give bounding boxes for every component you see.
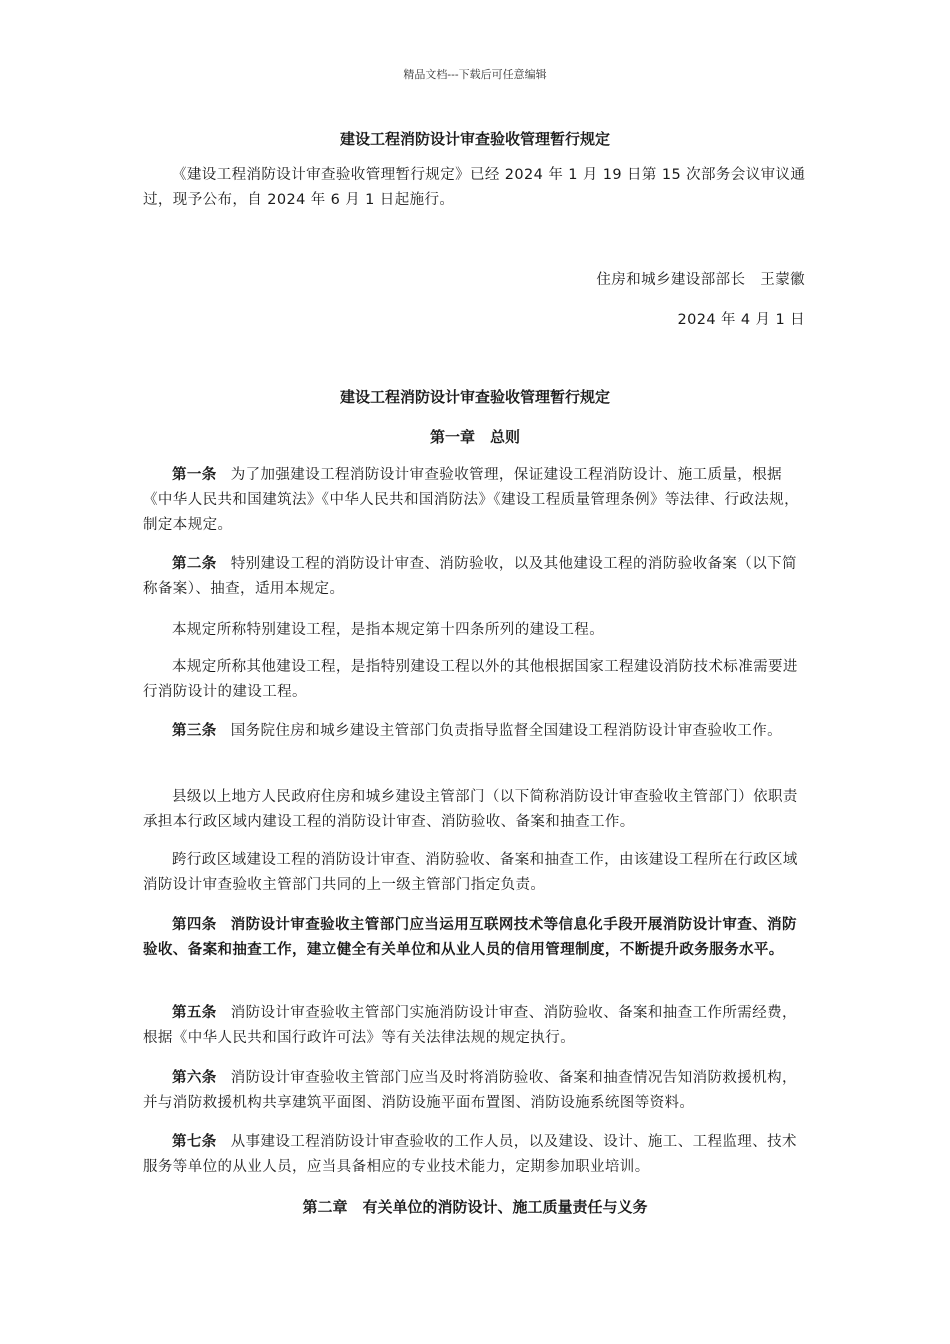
article-3 — [143, 719, 811, 744]
article-7 — [143, 1130, 811, 1180]
article-2-text: 特别建设工程的消防设计审查、消防验收，以及其他建设工程的消防验收备案（以下简称备案）、抽查，适用本规定。 — [143, 556, 797, 597]
chapter-1-heading: 第一章 总则 — [429, 428, 520, 446]
article-1 — [143, 463, 811, 538]
article-4-text: 消防设计审查验收主管部门应当运用互联网技术等信息化手段开展消防设计审查、消防验收、备案和抽查工作，建立健全有关单位和从业人员的信用管理制度，不断提升政务服务水平。 — [143, 917, 797, 958]
article-3-paragraph-2: 县级以上地方人民政府住房和城乡建设主管部门（以下简称消防设计审查验收主管部门）依职责承担本行政区域内建设工程的消防设计审查、消防验收、备案和抽查工作。 — [143, 789, 798, 830]
article-3-label: 第三条 — [172, 723, 217, 739]
article-5-text: 消防设计审查验收主管部门实施消防设计审查、消防验收、备案和抽查工作所需经费，根据《中华人民共和国行政许可法》等有关法律法规的规定执行。 — [143, 1005, 797, 1046]
header-note: 精品文档---下载后可任意编辑 — [403, 68, 547, 81]
article-2-paragraph-3: 本规定所称其他建设工程，是指特别建设工程以外的其他根据国家工程建设消防技术标准需要进行消防设计的建设工程。 — [143, 659, 798, 700]
article-6-text: 消防设计审查验收主管部门应当及时将消防验收、备案和抽查情况告知消防救援机构，并与消防救援机构共享建筑平面图、消防设施平面布置图、消防设施系统图等资料。 — [143, 1070, 797, 1111]
article-2 — [143, 552, 811, 602]
article-2-label: 第二条 — [172, 556, 217, 572]
article-1-text: 为了加强建设工程消防设计审查验收管理，保证建设工程消防设计、施工质量，根据《中华人民共和国建筑法》《中华人民共和国消防法》《建设工程质量管理条例》等法律、行政法规，制定本规定。 — [143, 467, 799, 533]
article-3-text: 国务院住房和城乡建设主管部门负责指导监督全国建设工程消防设计审查验收工作。 — [230, 723, 782, 739]
date-line: 2024 年 4 月 1 日 — [677, 312, 805, 328]
chapter-2-heading: 第二章 有关单位的消防设计、施工质量责任与义务 — [302, 1198, 648, 1216]
article-4 — [143, 913, 811, 963]
signature-line: 住房和城乡建设部部长 王蒙徽 — [596, 272, 805, 288]
article-6 — [143, 1066, 811, 1116]
article-5-label: 第五条 — [172, 1005, 217, 1021]
article-1-label: 第一条 — [172, 467, 217, 483]
document-title-top: 建设工程消防设计审查验收管理暂行规定 — [339, 130, 610, 148]
article-5 — [143, 1001, 811, 1051]
article-6-label: 第六条 — [172, 1070, 217, 1086]
article-3-paragraph-3: 跨行政区域建设工程的消防设计审查、消防验收、备案和抽查工作，由该建设工程所在行政区域消防设计审查验收主管部门共同的上一级主管部门指定负责。 — [143, 852, 798, 893]
intro-paragraph: 《建设工程消防设计审查验收管理暂行规定》已经 2024 年 1 月 19 日第 15 次部务会议审议通过，现予公布，自 2024 年 6 月 1 日起施行。 — [143, 167, 806, 208]
document-title-main: 建设工程消防设计审查验收管理暂行规定 — [339, 388, 610, 406]
article-7-label: 第七条 — [172, 1134, 217, 1150]
article-2-paragraph-2: 本规定所称特别建设工程，是指本规定第十四条所列的建设工程。 — [172, 622, 605, 638]
article-4-label: 第四条 — [172, 917, 217, 933]
article-7-text: 从事建设工程消防设计审查验收的工作人员，以及建设、设计、施工、工程监理、技术服务等单位的从业人员，应当具备相应的专业技术能力，定期参加职业培训。 — [143, 1134, 797, 1175]
